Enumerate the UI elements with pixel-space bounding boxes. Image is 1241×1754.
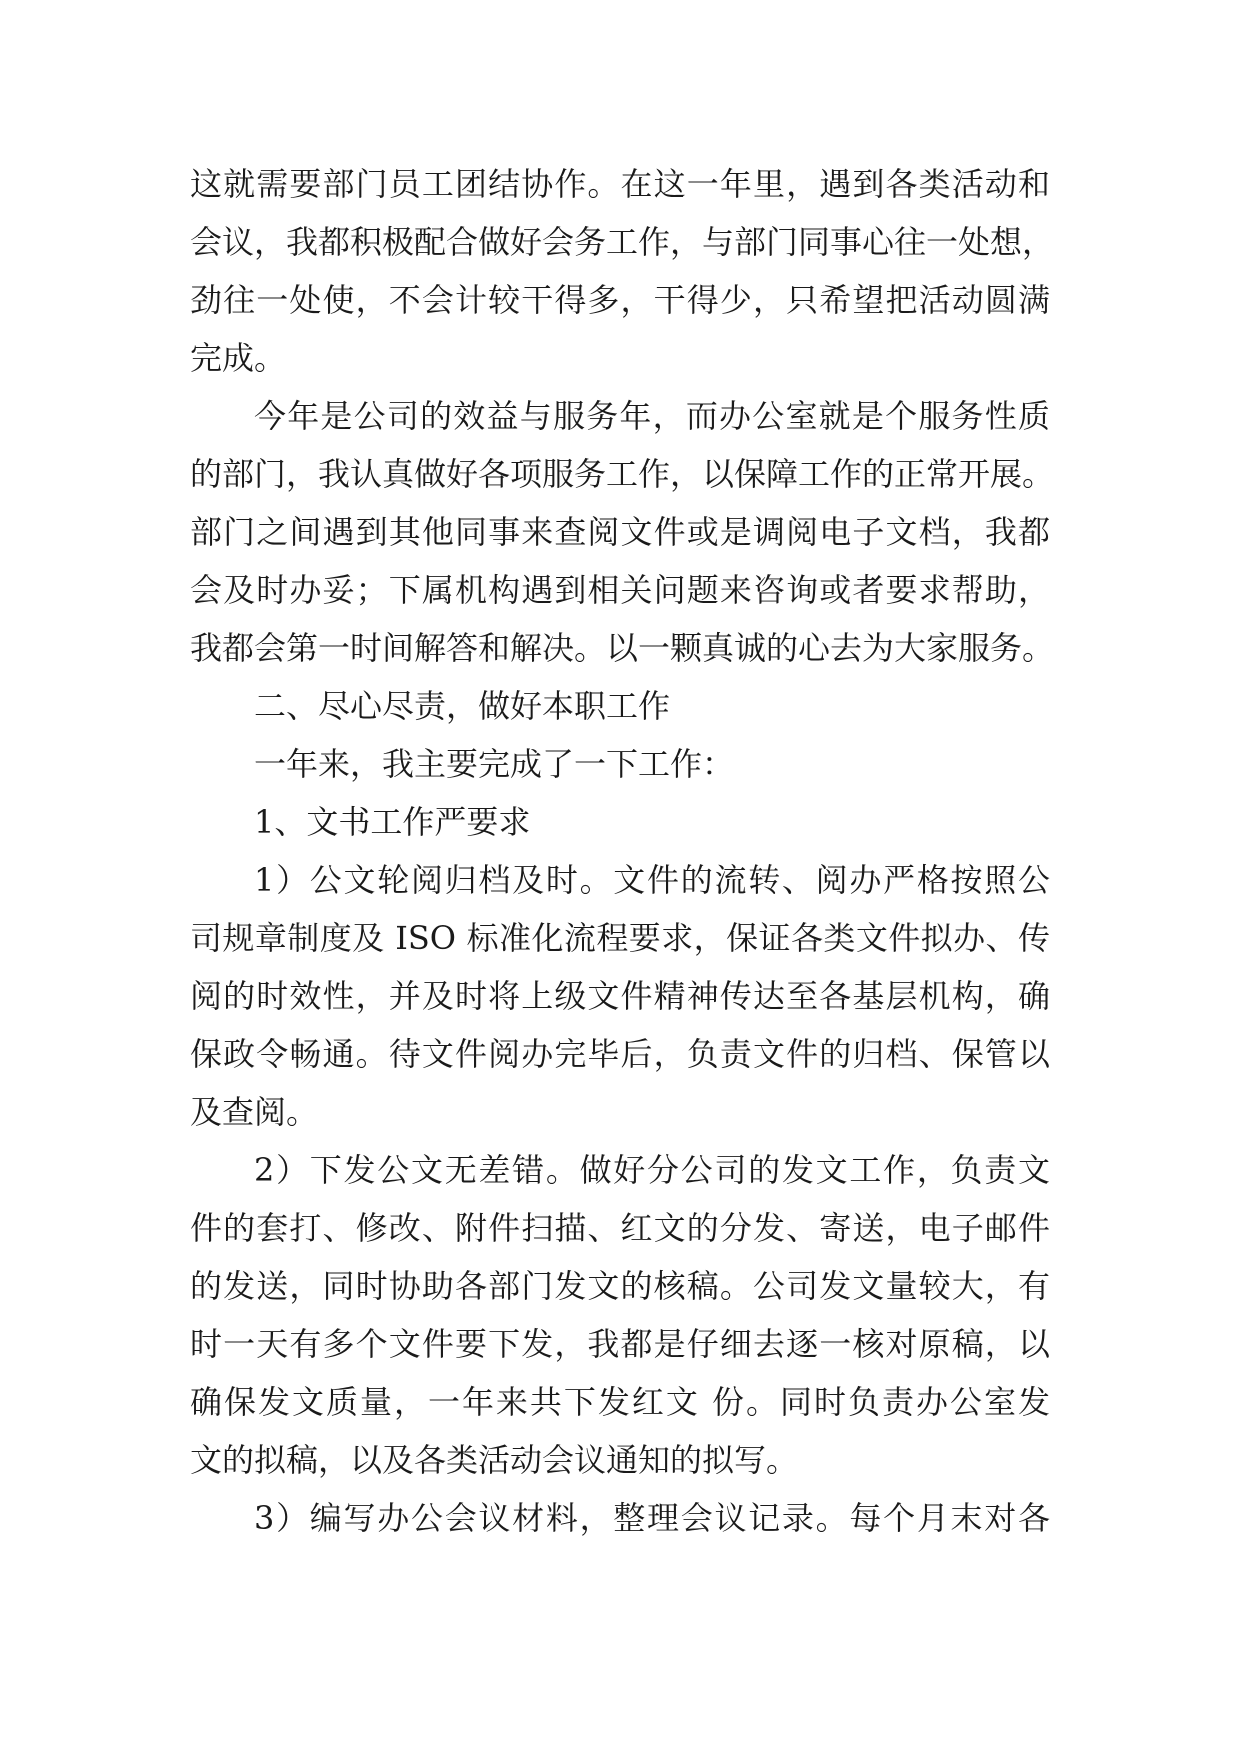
text-line: 确保发文质量，一年来共下发红文 份。同时负责办公室发: [190, 1383, 1050, 1421]
text-line: 部门之间遇到其他同事来查阅文件或是调阅电子文档，我都: [190, 513, 1050, 551]
text-line: 1、文书工作严要求: [254, 803, 531, 841]
text-line: 及查阅。: [190, 1093, 319, 1131]
text-line: 这就需要部门员工团结协作。在这一年里，遇到各类活动和: [190, 165, 1050, 203]
text-line: 的部门，我认真做好各项服务工作，以保障工作的正常开展。: [190, 455, 1055, 493]
text-line: 文的拟稿，以及各类活动会议通知的拟写。: [190, 1441, 799, 1479]
text-line: 二、尽心尽责，做好本职工作: [254, 687, 671, 725]
document-body: [190, 155, 1055, 1547]
text-line: 3）编写办公会议材料，整理会议记录。每个月末对各: [254, 1499, 1050, 1537]
text-line: 1）公文轮阅归档及时。文件的流转、阅办严格按照公: [254, 861, 1050, 899]
text-line: 保政令畅通。待文件阅办完毕后，负责文件的归档、保管以: [190, 1035, 1050, 1073]
text-line: 的发送，同时协助各部门发文的核稿。公司发文量较大，有: [190, 1267, 1050, 1305]
text-line: 我都会第一时间解答和解决。以一颗真诚的心去为大家服务。: [190, 629, 1055, 667]
text-line: 时一天有多个文件要下发，我都是仔细去逐一核对原稿，以: [190, 1325, 1050, 1363]
text-line: 件的套打、修改、附件扫描、红文的分发、寄送，电子邮件: [190, 1209, 1050, 1247]
text-line: 阅的时效性，并及时将上级文件精神传达至各基层机构，确: [190, 977, 1050, 1015]
text-line: 完成。: [190, 339, 287, 377]
text-line: 2）下发公文无差错。做好分公司的发文工作，负责文: [254, 1151, 1050, 1189]
text-line: 今年是公司的效益与服务年，而办公室就是个服务性质: [254, 397, 1050, 435]
text-line: 一年来，我主要完成了一下工作：: [254, 745, 735, 783]
text-line: 会及时办妥；下属机构遇到相关问题来咨询或者要求帮助，: [190, 571, 1050, 609]
text-line: 会议，我都积极配合做好会务工作，与部门同事心往一处想，: [190, 223, 1055, 261]
text-line: 劲往一处使，不会计较干得多，干得少，只希望把活动圆满: [190, 281, 1050, 319]
text-line: 司规章制度及 ISO 标准化流程要求，保证各类文件拟办、传: [190, 919, 1050, 957]
